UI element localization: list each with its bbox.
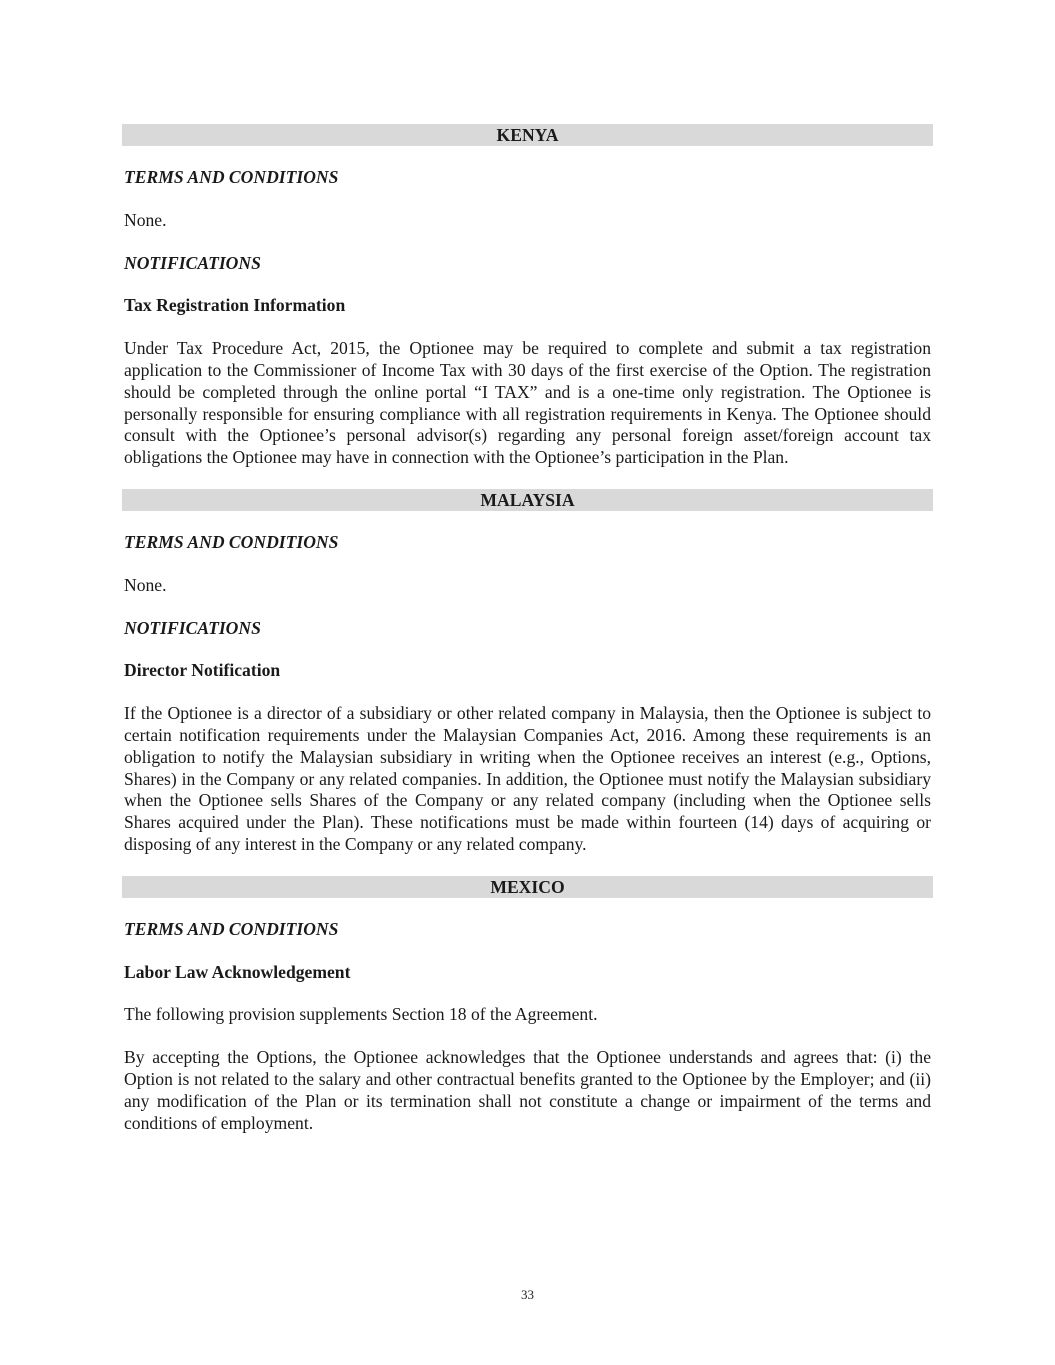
section-header-mexico: MEXICO	[122, 876, 933, 898]
mexico-supplement-note: The following provision supplements Section 18 of the Agreement.	[124, 1004, 598, 1025]
malaysia-director-notification-paragraph: If the Optionee is a director of a subsidiary or other related company in Malaysia, then the Optionee is subject to certain notification requirements under the Malaysian Companies Act, 2016. Among these requirements is an obligation to notify the Malaysian subsidiary in writing when the Optionee receives an interest (e.g., Options, Shares) in the Company or any related companies. In addition, the Optionee must notify the Malaysian subsidiary when the Optionee sells Shares of the Company or any related company (including when the Optionee sells Shares acquired under the Plan). These notifications must be made within fourteen (14) days of acquiring or disposing of any interest in the Company or any related company.	[124, 703, 931, 854]
malaysia-director-notification-heading: Director Notification	[124, 660, 281, 681]
section-header-malaysia: MALAYSIA	[122, 489, 933, 511]
kenya-tax-registration-heading: Tax Registration Information	[124, 295, 346, 316]
malaysia-terms-body: None.	[124, 574, 167, 595]
mexico-labor-law-heading: Labor Law Acknowledgement	[124, 961, 351, 982]
mexico-terms-heading: TERMS AND CONDITIONS	[124, 918, 339, 939]
page-number: 33	[521, 1287, 534, 1302]
mexico-labor-law-paragraph: By accepting the Options, the Optionee acknowledges that the Optionee understands and agrees that: (i) the Option is not related to the salary and other contractual benefits granted to the Optionee by the Employer; and (ii) any modification of the Plan or its termination shall not constitute a change or impairment of the terms and conditions of employment.	[124, 1047, 931, 1133]
section-header-kenya: KENYA	[122, 124, 933, 146]
kenya-notifications-heading: NOTIFICATIONS	[124, 252, 261, 273]
page-content	[122, 124, 933, 1134]
malaysia-notifications-heading: NOTIFICATIONS	[124, 617, 261, 638]
malaysia-terms-heading: TERMS AND CONDITIONS	[124, 531, 339, 552]
kenya-terms-heading: TERMS AND CONDITIONS	[124, 167, 339, 187]
kenya-terms-body: None.	[124, 209, 167, 230]
kenya-tax-registration-paragraph: Under Tax Procedure Act, 2015, the Optionee may be required to complete and submit a tax registration application to the Commissioner of Income Tax with 30 days of the first exercise of the Option. The registration should be completed through the online portal “I TAX” and is a one-time only registration. The Optionee is personally responsible for ensuring compliance with all registration requirements in Kenya. The Optionee should consult with the Optionee’s personal advisor(s) regarding any personal foreign asset/foreign account tax obligations the Optionee may have in connection with the Optionee’s participation in the Plan.	[124, 338, 931, 468]
